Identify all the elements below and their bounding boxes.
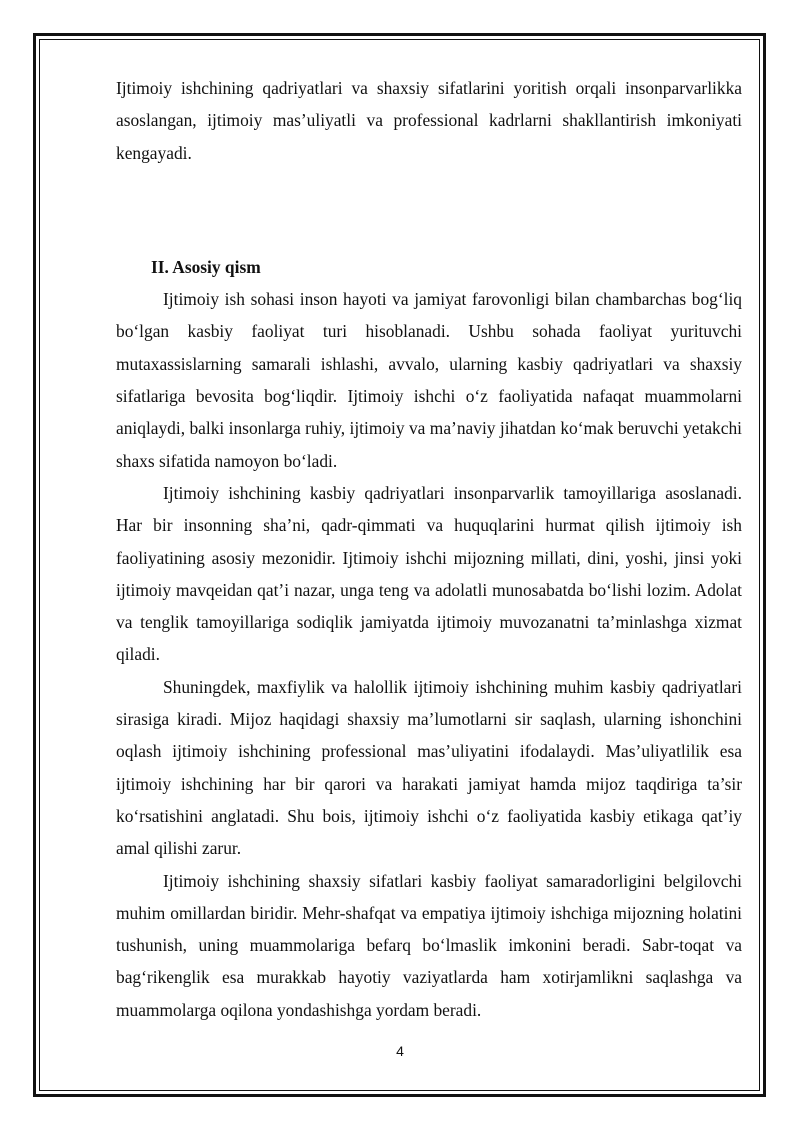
body-paragraph-1: Ijtimoiy ish sohasi inson hayoti va jamiyat farovonligi bilan chambarchas bog‘liq bo‘lgan kasbiy faoliyat turi hisoblanadi. Ushbu sohada faoliyat yurituvchi mutaxassislarning samarali ishlashi, avvalo, ularning kasbiy qadriyatlari va shaxsiy sifatlariga bevosita bog‘liqdir. Ijtimoiy ishchi o‘z faoliyatida nafaqat muammolarni aniqlaydi, balki insonlarga ruhiy, ijtimoiy va ma’naviy jihatdan ko‘mak beruvchi yetakchi shaxs sifatida namoyon bo‘ladi. <box>116 289 742 471</box>
page-content <box>116 72 742 1026</box>
body-paragraph-3: Shuningdek, maxfiylik va halollik ijtimoiy ishchining muhim kasbiy qadriyatlari sirasiga kiradi. Mijoz haqidagi shaxsiy ma’lumotlarni sir saqlash, ularning ishonchini oqlash ijtimoiy ishchining professional mas’uliyatini ifodalaydi. Mas’uliyatlilik esa ijtimoiy ishchining har bir qarori va harakati jamiyat hamda mijoz taqdiriga ta’sir ko‘rsatishini anglatadi. Shu bois, ijtimoiy ishchi o‘z faoliyatida kasbiy etikaga qat’iy amal qilishi zarur. <box>116 676 742 859</box>
page-number: 4 <box>396 1043 404 1059</box>
body-paragraph-2: Ijtimoiy ishchining kasbiy qadriyatlari insonparvarlik tamoyillariga asoslanadi. Har bir insonning sha’ni, qadr-qimmati va huquqlarini hurmat qilish ijtimoiy ish faoliyatining asosiy mezonidir. Ijtimoiy ishchi mijozning millati, dini, yoshi, jinsi yoki ijtimoiy mavqeidan qat’i nazar, unga teng va adolatli munosabatda bo‘lishi lozim. Adolat va tenglik tamoyillariga sodiqlik jamiyatda ijtimoiy muvozanatni ta’minlashga xizmat qiladi. <box>116 482 742 665</box>
section-spacer <box>116 169 742 251</box>
section-heading: II. Asosiy qism <box>151 256 261 277</box>
intro-paragraph: Ijtimoiy ishchining qadriyatlari va shaxsiy sifatlarini yoritish orqali insonparvarlikka asoslangan, ijtimoiy mas’uliyatli va professional kadrlarni shakllantirish imkoniyati kengayadi. <box>116 78 742 163</box>
body-paragraph-4: Ijtimoiy ishchining shaxsiy sifatlari kasbiy faoliyat samaradorligini belgilovchi muhim omillardan biridir. Mehr-shafqat va empatiya ijtimoiy ishchiga mijozning holatini tushunish, uning muammolariga befarq bo‘lmaslik imkonini beradi. Sabr-toqat va bag‘rikenglik esa murakkab hayotiy vaziyatlarda ham xotirjamlikni saqlashga va muammolarga oqilona yondashishga yordam beradi. <box>116 870 742 1020</box>
